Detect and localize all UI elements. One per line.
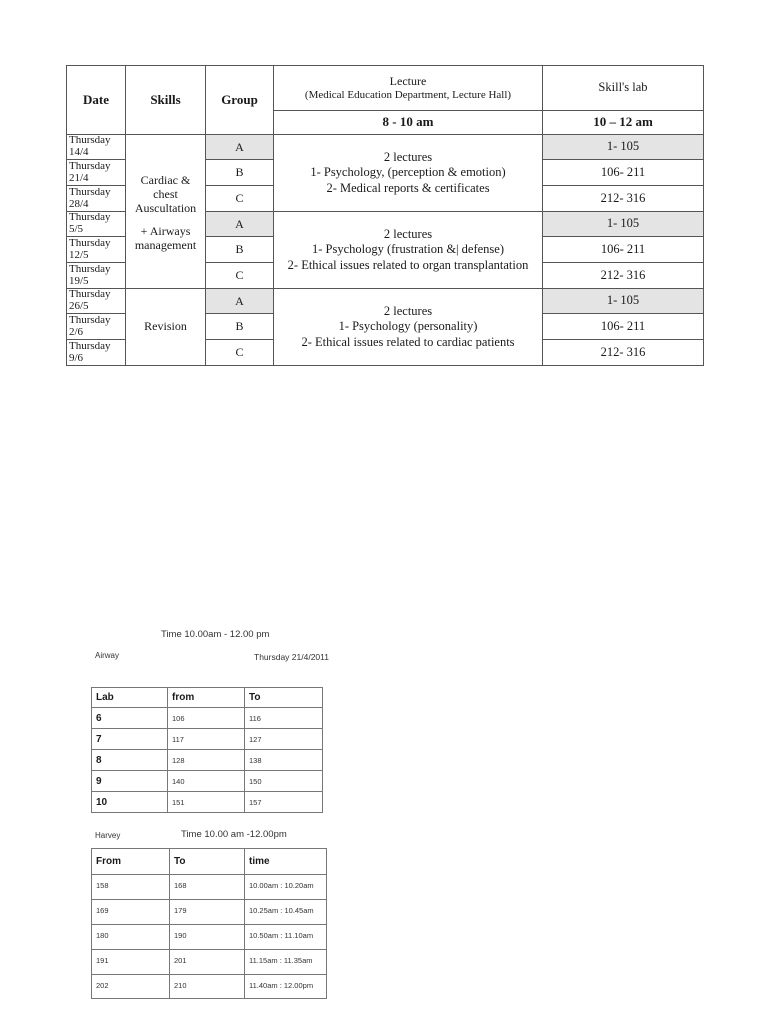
to-value: 168 bbox=[170, 875, 245, 900]
lab-number: 10 bbox=[92, 792, 168, 813]
from-value: 117 bbox=[168, 729, 245, 750]
table-row bbox=[67, 289, 704, 314]
lab-number: 6 bbox=[92, 708, 168, 729]
airway-time-label: Time 10.00am - 12.00 pm bbox=[161, 629, 270, 640]
table-row bbox=[92, 729, 323, 750]
lab-cell: 106- 211 bbox=[543, 160, 704, 186]
skill-revision: Revision bbox=[126, 289, 206, 366]
group-cell: C bbox=[206, 340, 274, 366]
from-value: 191 bbox=[92, 950, 170, 975]
date-cell: Thursday 5/5 bbox=[67, 212, 126, 237]
table-row bbox=[92, 792, 323, 813]
airway-header-to: To bbox=[245, 688, 323, 708]
from-value: 202 bbox=[92, 975, 170, 999]
table-row bbox=[92, 875, 327, 900]
header-lecture-time: 8 - 10 am bbox=[274, 111, 543, 135]
harvey-table bbox=[91, 848, 327, 999]
airway-header-from: from bbox=[168, 688, 245, 708]
table-row bbox=[67, 135, 704, 160]
lab-cell: 106- 211 bbox=[543, 314, 704, 340]
lab-number: 7 bbox=[92, 729, 168, 750]
header-skills: Skills bbox=[126, 66, 206, 135]
lab-cell: 212- 316 bbox=[543, 340, 704, 366]
time-value: 11.40am : 12.00pm bbox=[245, 975, 327, 999]
lab-cell: 212- 316 bbox=[543, 263, 704, 289]
from-value: 128 bbox=[168, 750, 245, 771]
to-value: 127 bbox=[245, 729, 323, 750]
header-lecture-sub: (Medical Education Department, Lecture Hall) bbox=[304, 88, 512, 101]
to-value: 157 bbox=[245, 792, 323, 813]
table-row bbox=[92, 925, 327, 950]
group-cell: C bbox=[206, 263, 274, 289]
date-cell: Thursday 21/4 bbox=[67, 160, 126, 186]
lab-cell: 1- 105 bbox=[543, 212, 704, 237]
to-value: 138 bbox=[245, 750, 323, 771]
lab-cell: 1- 105 bbox=[543, 289, 704, 314]
to-value: 150 bbox=[245, 771, 323, 792]
harvey-time-label: Time 10.00 am -12.00pm bbox=[181, 829, 287, 840]
to-value: 116 bbox=[245, 708, 323, 729]
from-value: 106 bbox=[168, 708, 245, 729]
header-lab-time: 10 – 12 am bbox=[543, 111, 704, 135]
lab-cell: 106- 211 bbox=[543, 237, 704, 263]
skill-cardiac-airways: Cardiac & chest Auscultation + Airways management bbox=[126, 135, 206, 289]
to-value: 179 bbox=[170, 900, 245, 925]
from-value: 169 bbox=[92, 900, 170, 925]
group-cell: B bbox=[206, 160, 274, 186]
group-cell: A bbox=[206, 212, 274, 237]
lecture-block-3: 2 lectures 1- Psychology (personality) 2- Ethical issues related to cardiac patients bbox=[274, 289, 543, 366]
date-cell: Thursday 28/4 bbox=[67, 186, 126, 212]
from-value: 140 bbox=[168, 771, 245, 792]
time-value: 10.25am : 10.45am bbox=[245, 900, 327, 925]
airway-title: Airway bbox=[95, 651, 120, 660]
airway-table bbox=[91, 687, 323, 813]
group-cell: B bbox=[206, 314, 274, 340]
table-row bbox=[92, 708, 323, 729]
date-cell: Thursday 2/6 bbox=[67, 314, 126, 340]
date-cell: Thursday 9/6 bbox=[67, 340, 126, 366]
to-value: 210 bbox=[170, 975, 245, 999]
table-row bbox=[92, 975, 327, 999]
airway-date: Thursday 21/4/2011 bbox=[254, 652, 329, 662]
lab-number: 8 bbox=[92, 750, 168, 771]
lab-cell: 1- 105 bbox=[543, 135, 704, 160]
schedule-table bbox=[66, 65, 704, 366]
from-value: 151 bbox=[168, 792, 245, 813]
group-cell: A bbox=[206, 289, 274, 314]
airway-header-lab: Lab bbox=[92, 688, 168, 708]
date-cell: Thursday 26/5 bbox=[67, 289, 126, 314]
lab-number: 9 bbox=[92, 771, 168, 792]
header-skills-lab: Skill's lab bbox=[543, 66, 704, 111]
table-row bbox=[92, 750, 323, 771]
lab-cell: 212- 316 bbox=[543, 186, 704, 212]
lecture-block-2: 2 lectures 1- Psychology (frustration &| defense) 2- Ethical issues related to organ transplantation bbox=[274, 212, 543, 289]
date-cell: Thursday 12/5 bbox=[67, 237, 126, 263]
harvey-header-to: To bbox=[170, 849, 245, 875]
table-row bbox=[92, 900, 327, 925]
date-cell: Thursday 19/5 bbox=[67, 263, 126, 289]
to-value: 201 bbox=[170, 950, 245, 975]
table-row bbox=[92, 950, 327, 975]
to-value: 190 bbox=[170, 925, 245, 950]
harvey-header-time: time bbox=[245, 849, 327, 875]
from-value: 158 bbox=[92, 875, 170, 900]
group-cell: C bbox=[206, 186, 274, 212]
header-group: Group bbox=[206, 66, 274, 135]
harvey-title: Harvey bbox=[95, 831, 121, 840]
time-value: 11.15am : 11.35am bbox=[245, 950, 327, 975]
from-value: 180 bbox=[92, 925, 170, 950]
group-cell: A bbox=[206, 135, 274, 160]
time-value: 10.50am : 11.10am bbox=[245, 925, 327, 950]
header-date: Date bbox=[67, 66, 126, 135]
group-cell: B bbox=[206, 237, 274, 263]
table-row bbox=[92, 771, 323, 792]
lecture-block-1: 2 lectures 1- Psychology, (perception & emotion) 2- Medical reports & certificates bbox=[274, 135, 543, 212]
date-cell: Thursday 14/4 bbox=[67, 135, 126, 160]
header-lecture-title: Lecture bbox=[389, 73, 427, 88]
time-value: 10.00am : 10.20am bbox=[245, 875, 327, 900]
header-lecture bbox=[274, 66, 543, 111]
harvey-header-from: From bbox=[92, 849, 170, 875]
